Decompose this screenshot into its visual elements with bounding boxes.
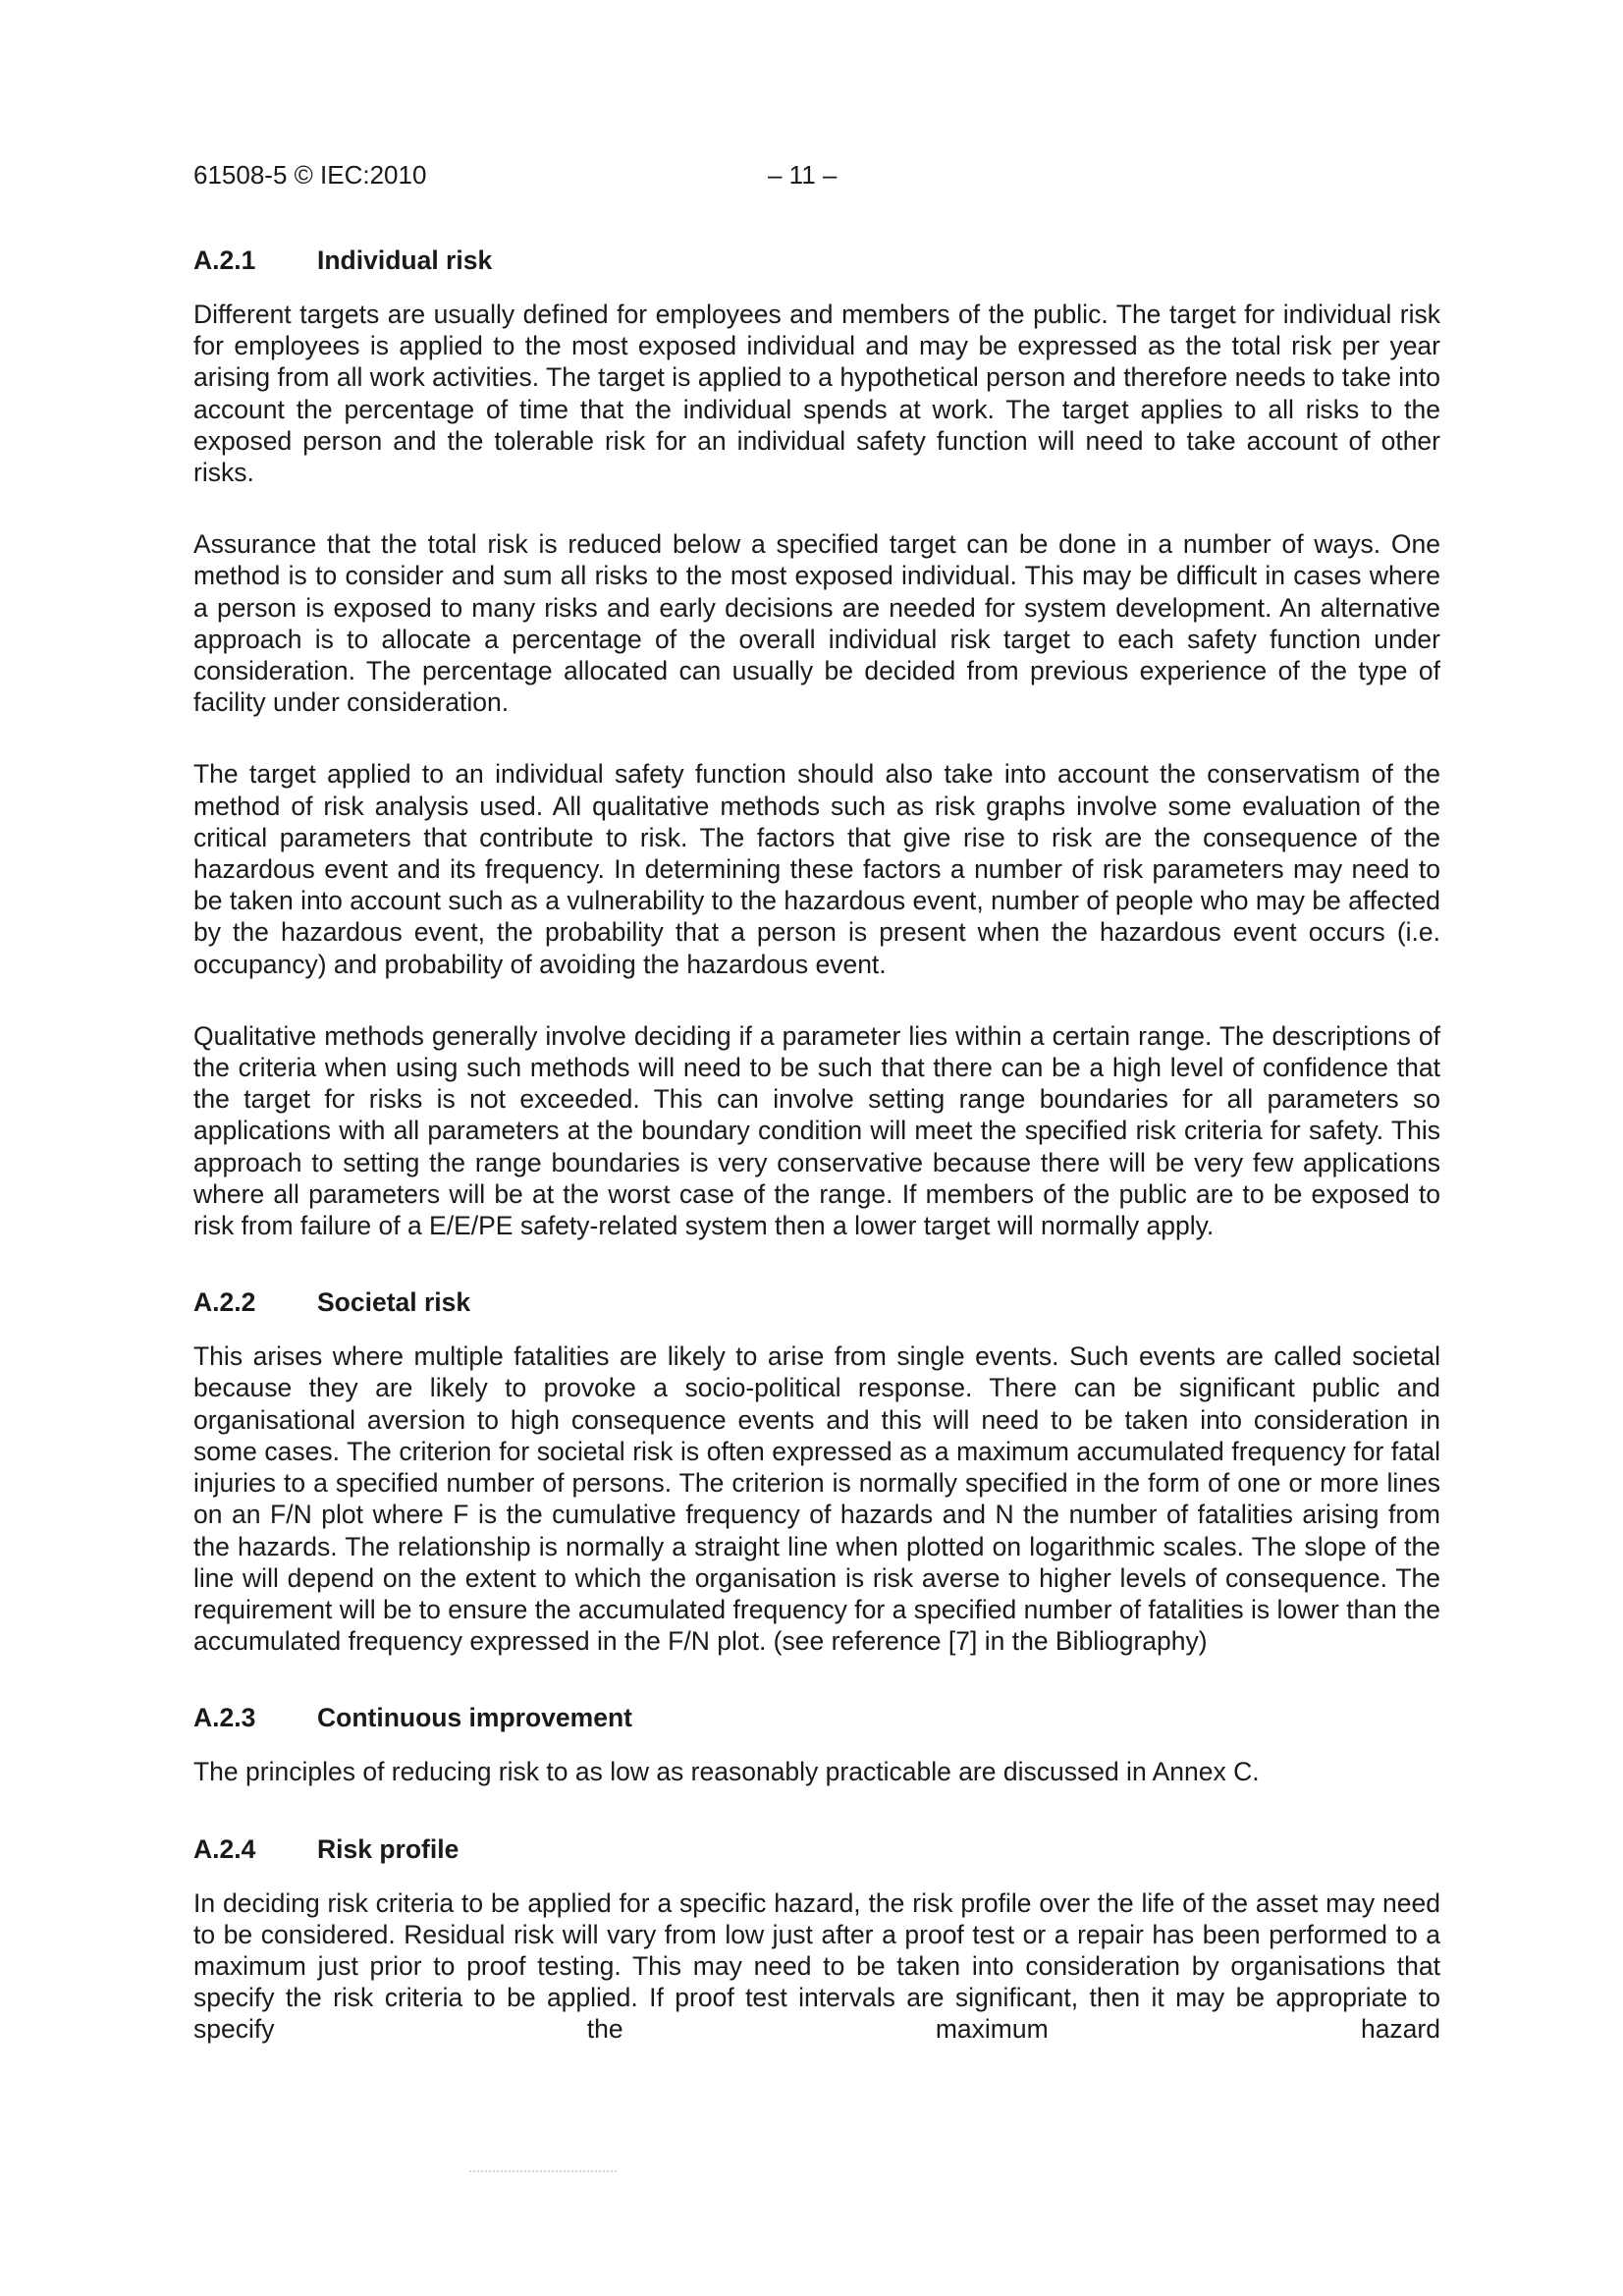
paragraph: The principles of reducing risk to as low as reasonably practicable are discussed in Annex C. (193, 1757, 1260, 1787)
paragraph: Different targets are usually defined for employees and members of the public. The target for individual risk for employees is applied to the most exposed individual and may be expressed as the total risk per year arising from all work activities. The target is applied to a hypothetical person and therefore needs to take into account the percentage of time that the individual spends at work. The target applies to all risks to the exposed person and the tolerable risk for an individual safety function will need to take account of other risks. (193, 300, 1440, 488)
paragraph: Qualitative methods generally involve deciding if a parameter lies within a certain range. The descriptions of the criteria when using such methods will need to be such that there can be a high level of confidence that the target for risks is not exceeded. This can involve setting range boundaries for all parameters so applications with all parameters at the boundary condition will meet the specified risk criteria for safety. This approach to setting the range boundaries is very conservative because there will be very few applications where all parameters will be at the worst case of the range. If members of the public are to be exposed to risk from failure of a E/E/PE safety-related system then a lower target will normally apply. (193, 1020, 1440, 1241)
section-heading-individual-risk (193, 244, 1440, 277)
section-title: Individual risk (317, 246, 493, 275)
document-identifier: 61508-5 © IEC:2010 (193, 160, 427, 190)
section-number: A.2.2 (193, 1287, 256, 1318)
page-number: – 11 – (768, 160, 838, 190)
section-title: Risk profile (317, 1833, 460, 1864)
scan-artifact-divider (469, 2170, 617, 2178)
section-number: A.2.4 (193, 1833, 256, 1864)
paragraph: The target applied to an individual safety function should also take into account the conservatism of the method of risk analysis used. All qualitative methods such as risk graphs involve some evaluation of the critical parameters that contribute to risk. The factors that give rise to risk are the consequence of the hazardous event and its frequency. In determining these factors a number of risk parameters may need to be taken into account such as a vulnerability to the hazardous event, number of people who may be affected by the hazardous event, the probability that a person is present when the hazardous event occurs (i.e. occupancy) and probability of avoiding the hazardous event. (193, 759, 1440, 979)
section-heading-societal-risk (193, 1285, 1440, 1319)
document-page (193, 155, 1440, 2046)
section-title: Societal risk (317, 1287, 471, 1318)
section-heading-continuous-improvement (193, 1701, 1440, 1734)
paragraph: Assurance that the total risk is reduced below a specified target can be done in a number of ways. One method is to consider and sum all risks to the most exposed individual. This may be difficult in cases where a person is exposed to many risks and early decisions are needed for system development. An alternative approach is to allocate a percentage of the overall individual risk target to each safety function under consideration. The percentage allocated can usually be decided from previous experience of the type of facility under consideration. (193, 529, 1440, 718)
running-header (193, 155, 1440, 194)
section-number: A.2.3 (193, 1703, 256, 1733)
paragraph: In deciding risk criteria to be applied for a specific hazard, the risk profile over the life of the asset may need to be considered. Residual risk will vary from low just after a proof test or a repair has been performed to a maximum just prior to proof testing. This may need to be taken into consideration by organisations that specify the risk criteria to be applied. If proof test intervals are significant, then it may be appropriate to specify the maximum hazard (193, 1887, 1440, 2045)
section-title: Continuous improvement (317, 1703, 632, 1733)
paragraph: This arises where multiple fatalities are likely to arise from single events. Such events are called societal because they are likely to provoke a socio-political response. There can be significant public and organisational aversion to high consequence events and this will need to be taken into consideration in some cases. The criterion for societal risk is often expressed as a maximum accumulated frequency for fatal injuries to a specified number of persons. The criterion is normally specified in the form of one or more lines on an F/N plot where F is the cumulative frequency of hazards and N the number of fatalities arising from the hazards. The relationship is normally a straight line when plotted on logarithmic scales. The slope of the line will depend on the extent to which the organisation is risk averse to higher levels of consequence. The requirement will be to ensure the accumulated frequency for a specified number of fatalities is lower than the accumulated frequency expressed in the F/N plot. (see reference [7] in the Bibliography) (193, 1341, 1440, 1657)
section-heading-risk-profile (193, 1832, 1440, 1866)
section-number: A.2.1 (193, 246, 256, 275)
